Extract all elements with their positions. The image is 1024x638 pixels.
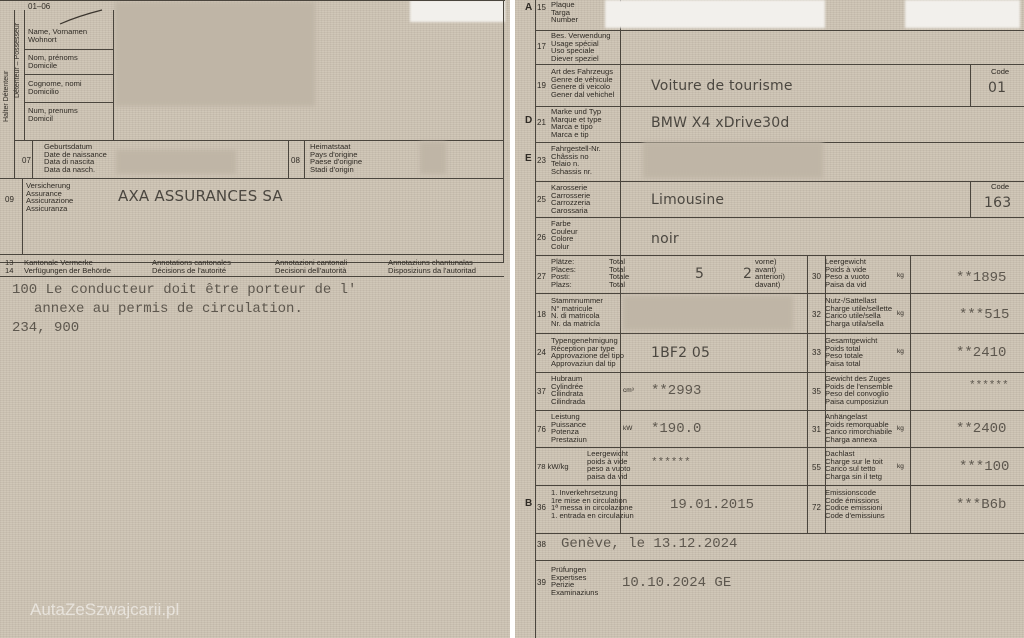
f36-num: 36 <box>537 503 546 512</box>
left-page <box>0 0 510 638</box>
f24-value: 1BF2 05 <box>651 345 711 361</box>
f18-num: 18 <box>537 310 546 319</box>
f25-value: Limousine <box>651 192 725 208</box>
redacted-corner <box>410 0 505 22</box>
f25-code: 163 <box>984 195 1012 211</box>
f31-label: Anhängelast Poids remorquable Carico rimorchiabile Charga annexa <box>825 412 893 444</box>
section-letter-e: E <box>525 153 532 164</box>
f36-label: 1. Inverkehrsetzung 1re mise en circulation 1ª messa in circolazione 1. entrada en circulaziun <box>551 488 634 520</box>
redacted-matricule <box>623 296 793 330</box>
f35-value: ****** <box>969 380 1009 392</box>
remarks-de: Kantonale Vermerke Verfügungen der Behörde <box>24 258 111 275</box>
f27-front-value: 2 <box>743 266 753 282</box>
origin-label: Heimatstaat Pays d'origine Paese d'origine Stadi d'origin <box>310 142 363 174</box>
f33-label: Gesamtgewicht Poids total Peso totale Paisa total <box>825 336 878 368</box>
f27-label: Plätze: Places: Posti: Plazs: <box>551 257 576 289</box>
f39-num: 39 <box>537 578 546 587</box>
f26-label: Farbe Couleur Colore Colur <box>551 219 578 251</box>
f27-front-label: vorne) avant) anteriori) davant) <box>755 257 785 289</box>
f36-value: 19.01.2015 <box>670 497 755 513</box>
pen-stroke-mark <box>58 6 106 28</box>
f33-num: 33 <box>812 348 821 357</box>
possessor-vertical-label: Détenteur – Possesseur <box>14 22 21 98</box>
f19-label: Art des Fahrzeugs Genre de véhicule Genere di veicolo Gener dal vehichel <box>551 67 615 99</box>
redacted-origin <box>420 142 446 174</box>
f35-label: Gewicht des Zuges Poids de l'ensemble Peso del convoglio Paisa cumposiziun <box>825 374 893 406</box>
f18-label: Stammnummer N° matricule N. di matricola Nr. da matricla <box>551 296 603 328</box>
f39-label: Prüfungen Expertises Perizie Examinaziuns <box>551 565 599 597</box>
remarks-num: 13 14 <box>5 258 14 275</box>
f21-num: 21 <box>537 118 546 127</box>
remarks-line-3: 234, 900 <box>12 320 80 336</box>
f24-num: 24 <box>537 348 546 357</box>
f31-value: **2400 <box>956 421 1007 437</box>
f27-total-label: Total Total Totale Total <box>609 257 630 289</box>
f55-label: Dachlast Charge sur le toit Carico sul tetto Charga sin il tetg <box>825 449 883 481</box>
f72-label: Emissionscode Code émissions Codice emissioni Code d'emissiuns <box>825 488 885 520</box>
f39-value: 10.10.2024 GE <box>622 575 732 591</box>
redacted-holder-name <box>115 2 315 106</box>
cognome-label: Cognome, nomi Domicilio <box>28 79 82 96</box>
f37-label: Hubraum Cylindrée Cilindrata Cilindrada <box>551 374 586 406</box>
f35-num: 35 <box>812 387 821 396</box>
redacted-birthdate <box>116 150 236 174</box>
f27-total: 5 <box>695 266 705 282</box>
f37-num: 37 <box>537 387 546 396</box>
section-letter-b: B <box>525 498 533 509</box>
remarks-it: Annotazioni cantonali Decisioni dell'autorità <box>275 258 348 275</box>
f78-label: Leergewicht poids à vide peso a vuoto paisa da vid <box>587 449 631 481</box>
num-label: Num, prenums Domicil <box>28 106 78 123</box>
f76-unit: kW <box>623 425 633 432</box>
f21-value: BMW X4 xDrive30d <box>651 115 790 131</box>
f30-value: **1895 <box>956 270 1007 286</box>
remarks-rm: Annotaziuns chantunalas Disposiziuns da l'autoritad <box>388 258 476 275</box>
f55-value: ***100 <box>959 459 1010 475</box>
redacted-chassis <box>643 142 823 178</box>
f72-value: ***B6b <box>956 497 1007 513</box>
f33-unit: kg <box>897 348 904 355</box>
redacted-plate-2 <box>905 0 1020 28</box>
f30-num: 30 <box>812 272 821 281</box>
f25-num: 25 <box>537 195 546 204</box>
f15-label: Plaque Targa Number <box>551 0 579 25</box>
redacted-plate <box>605 0 825 28</box>
remarks-fr: Annotations cantonales Décisions de l'autorité <box>152 258 231 275</box>
f15-num: 15 <box>537 3 546 12</box>
f33-value: **2410 <box>956 345 1007 361</box>
f19-code-header: Code <box>991 67 1010 76</box>
f24-label: Typengenehmigung Réception par type Approvazione del tipo Approvaziun dal tip <box>551 336 625 368</box>
f38-value: Genève, le 13.12.2024 <box>561 536 738 552</box>
f17-num: 17 <box>537 42 546 51</box>
f76-num: 76 <box>537 425 546 434</box>
f23-label: Fahrgestell-Nr. Châssis no Telaio n. Schassis nr. <box>551 144 601 176</box>
section-letter-a: A <box>525 2 533 13</box>
f31-num: 31 <box>812 425 821 434</box>
watermark: AutaZeSzwajcarii.pl <box>30 600 180 619</box>
f19-code: 01 <box>988 80 1007 96</box>
f26-num: 26 <box>537 233 546 242</box>
f21-label: Marke und Typ Marque et type Marca e tipo Marca e tip <box>551 107 602 139</box>
nom-label: Nom, prénoms Domicile <box>28 53 78 70</box>
date-code: 01–06 <box>28 2 51 11</box>
f32-label: Nutz-/Sattellast Charge utile/sellette Carico utile/sella Charga utila/sella <box>825 296 893 328</box>
insurance-label: Versicherung Assurance Assicurazione Assicuranza <box>26 181 74 213</box>
f78-value: ****** <box>651 457 691 469</box>
f23-num: 23 <box>537 156 546 165</box>
birth-num: 07 <box>22 156 31 165</box>
f19-num: 19 <box>537 81 546 90</box>
f55-num: 55 <box>812 463 821 472</box>
f27-num: 27 <box>537 272 546 281</box>
f76-label: Leistung Puissance Potenza Prestaziun <box>551 412 587 444</box>
f37-value: **2993 <box>651 383 702 399</box>
f30-unit: kg <box>897 272 904 279</box>
remarks-line-1: 100 Le conducteur doit être porteur de l' <box>12 282 357 298</box>
origin-num: 08 <box>291 156 300 165</box>
f30-label: Leergewicht Poids à vide Peso a vuoto Paisa da vid <box>825 257 870 289</box>
f37-unit: cm³ <box>623 387 634 394</box>
insurance-value: AXA ASSURANCES SA <box>118 187 283 205</box>
f25-label: Karosserie Carrosserie Carrozzeria Carossaria <box>551 183 591 215</box>
birth-label: Geburtsdatum Date de naissance Data di nascita Data da nasch. <box>44 142 107 174</box>
remarks-line-2: annexe au permis de circulation. <box>34 301 303 317</box>
f19-value: Voiture de tourisme <box>651 78 793 94</box>
f55-unit: kg <box>897 463 904 470</box>
holder-vertical-label: Halter Détenteur <box>3 70 10 122</box>
f17-label: Bes. Verwendung Usage spécial Uso speciale Diever speziel <box>551 31 611 63</box>
f76-value: *190.0 <box>651 421 702 437</box>
f32-num: 32 <box>812 310 821 319</box>
f26-value: noir <box>651 231 679 247</box>
f78-num: 78 kW/kg <box>537 462 569 471</box>
f32-unit: kg <box>897 310 904 317</box>
f25-code-header: Code <box>991 182 1010 191</box>
f32-value: ***515 <box>959 307 1010 323</box>
f72-num: 72 <box>812 503 821 512</box>
section-letter-d: D <box>525 115 533 126</box>
insurance-num: 09 <box>5 195 14 204</box>
name-label: Name, Vornamen Wohnort <box>28 27 88 44</box>
f38-num: 38 <box>537 540 546 549</box>
right-page <box>515 0 1024 638</box>
f31-unit: kg <box>897 425 904 432</box>
